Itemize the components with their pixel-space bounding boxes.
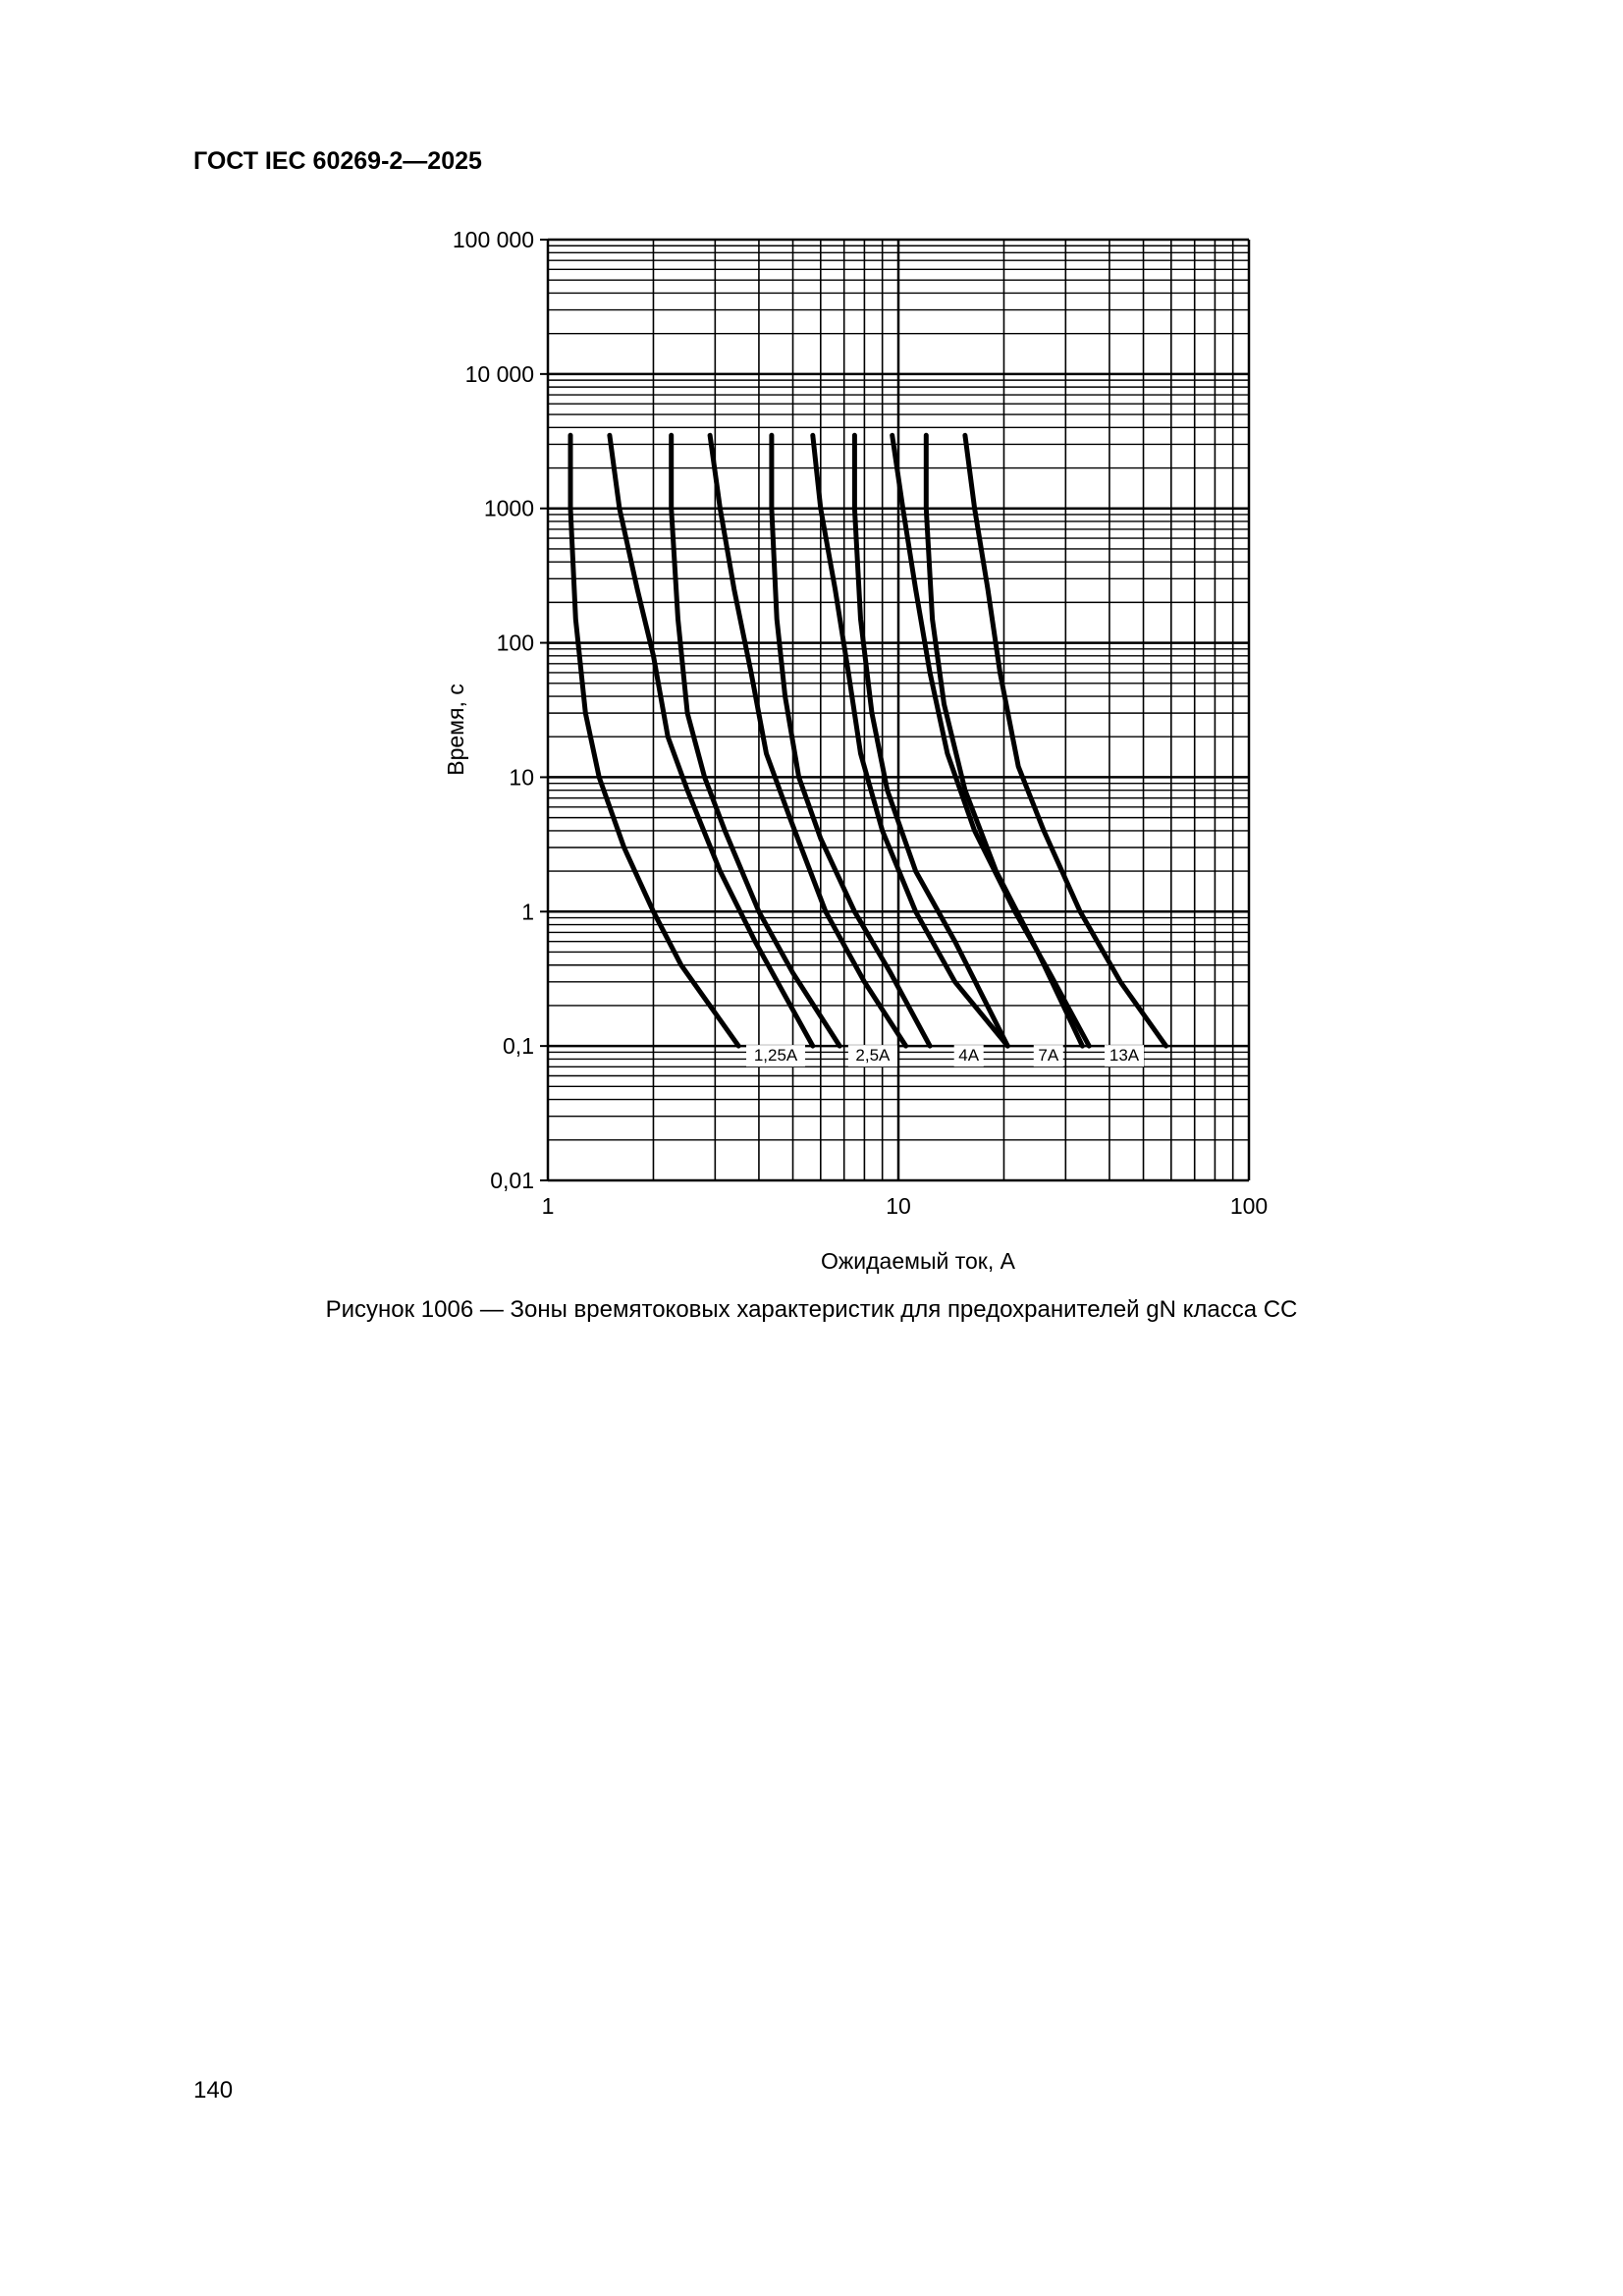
curve-series-1: [570, 435, 738, 1046]
zone-label: 1,25A: [753, 1046, 798, 1066]
x-tick-label: 1: [541, 1193, 555, 1219]
page-number: 140: [193, 2077, 234, 2104]
chart-curves: [570, 435, 1166, 1046]
zone-label: 7A: [1038, 1046, 1059, 1066]
y-tick-label: 0,01: [490, 1168, 534, 1193]
x-tick-label: 100: [1229, 1193, 1269, 1219]
y-tick-label: 10: [509, 764, 534, 791]
y-tick-label: 100: [496, 629, 534, 656]
x-axis-label: Ожидаемый ток, A: [821, 1248, 1015, 1274]
document-header: ГОСТ IEC 60269-2—2025: [193, 147, 482, 175]
figure-caption: Рисунок 1006 — Зоны времятоковых характеристик для предохранителей gN класса СС: [325, 1296, 1298, 1323]
chart-zone-labels: [746, 1045, 1144, 1066]
y-tick-label: 1000: [483, 495, 534, 521]
y-tick-label: 10 000: [464, 360, 534, 387]
y-axis-label: Время, с: [443, 683, 468, 776]
y-tick-label: 0,1: [503, 1033, 534, 1060]
zone-label: 4A: [958, 1046, 980, 1066]
curve-series-8: [893, 435, 1089, 1046]
curve-series-3: [672, 435, 840, 1046]
y-tick-label: 1: [521, 899, 534, 925]
y-tick-label: 100 000: [452, 227, 534, 252]
x-tick-label: 10: [886, 1193, 911, 1219]
zone-label: 2,5A: [855, 1046, 891, 1066]
chart-tick-labels: [453, 227, 1268, 1219]
zone-label: 13A: [1109, 1046, 1140, 1066]
